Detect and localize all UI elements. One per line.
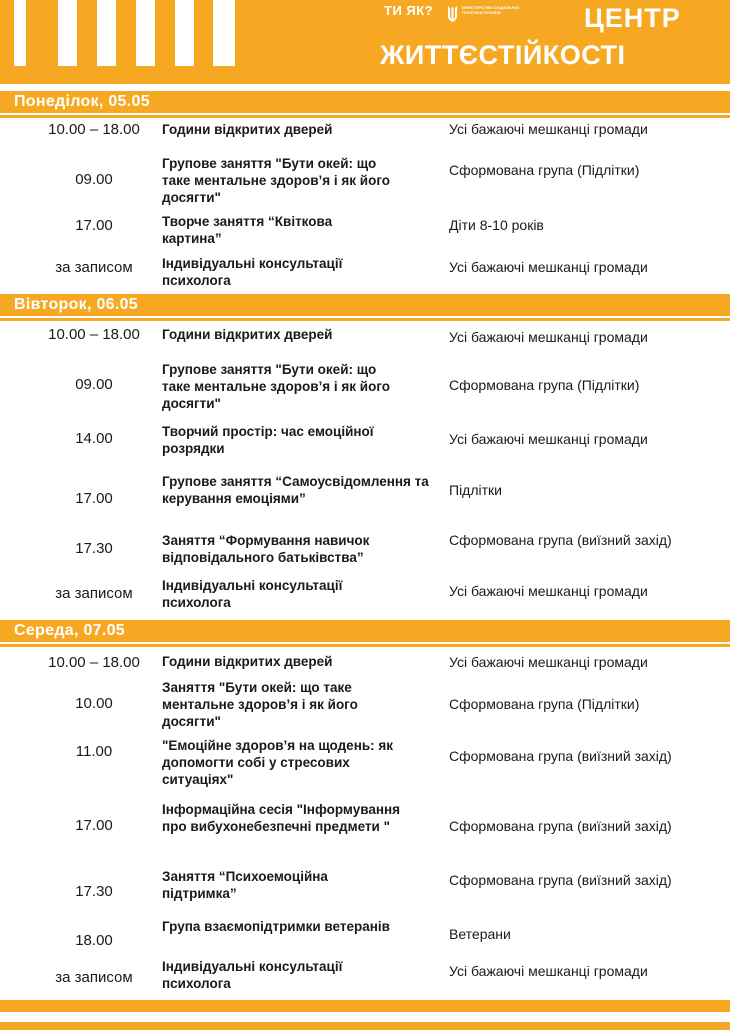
footer-bar (0, 1000, 730, 1012)
event-time: 11.00 (75, 743, 113, 760)
event-time: 18.00 (75, 932, 113, 949)
event-time: 09.00 (75, 376, 113, 393)
event-title: Творчий простір: час емоційної розрядки (162, 424, 374, 456)
event-title: Заняття "Бути окей: що таке ментальне здоров’я і як його досягти" (162, 680, 358, 729)
event-audience: Підлітки (449, 482, 502, 498)
day-label: Вівторок, 06.05 (14, 296, 139, 313)
event-time: 17.30 (75, 540, 113, 557)
event-audience: Сформована група (Підлітки) (449, 162, 640, 178)
event-title: Групове заняття “Самоусвідомлення та керування емоціями” (162, 474, 429, 506)
event-title: Години відкритих дверей (162, 327, 333, 342)
event-time: 10.00 – 18.00 (48, 654, 140, 671)
event-time: 10.00 – 18.00 (48, 326, 140, 343)
event-title: Групове заняття "Бути окей: що таке ментальне здоров’я і як його досягти" (162, 156, 391, 205)
event-title: Заняття “Психоемоційна підтримка” (162, 869, 328, 901)
event-title: Години відкритих дверей (162, 122, 333, 137)
event-time: 17.00 (75, 490, 113, 507)
decorative-stripe (213, 0, 235, 66)
event-audience: Усі бажаючі мешканці громади (449, 259, 648, 275)
event-title: "Емоційне здоров’я на щодень: як допомогти собі у стресових ситуаціях" (162, 738, 394, 787)
event-title: Години відкритих дверей (162, 654, 333, 669)
brand-title-line1: ЦЕНТР (584, 3, 681, 33)
decorative-stripe (136, 0, 155, 66)
divider (0, 644, 730, 647)
day-label: Понеділок, 05.05 (14, 93, 150, 110)
event-time: 17.00 (75, 817, 113, 834)
event-time: 17.30 (75, 883, 113, 900)
event-time: 14.00 (75, 430, 113, 447)
decorative-stripe (97, 0, 116, 66)
event-audience: Сформована група (виїзний захід) (449, 872, 672, 888)
event-audience: Діти 8-10 років (449, 217, 544, 233)
brand-title-line2: ЖИТТЄСТІЙКОСТІ (380, 40, 626, 70)
trident-icon (447, 5, 458, 23)
event-title: Інформаційна сесія "Інформування про вибухонебезпечні предмети " (162, 802, 401, 834)
event-audience: Усі бажаючі мешканці громади (449, 329, 648, 345)
event-audience: Усі бажаючі мешканці громади (449, 963, 648, 979)
divider (0, 318, 730, 321)
decorative-stripe (14, 0, 26, 66)
logo-tiiak: ТИ ЯК? (384, 3, 434, 18)
logo-ministry: МІНІСТЕРСТВО СОЦІАЛЬНОЇ ПОЛІТИКИ УКРАЇНИ (462, 5, 519, 15)
event-time: за записом (55, 969, 133, 986)
divider (0, 115, 730, 118)
event-time: 09.00 (75, 171, 113, 188)
event-title: Групове заняття "Бути окей: що таке ментальне здоров’я і як його досягти" (162, 362, 391, 411)
day-header (0, 91, 730, 113)
decorative-stripe (58, 0, 77, 66)
event-audience: Усі бажаючі мешканці громади (449, 431, 648, 447)
day-header (0, 294, 730, 316)
event-title: Індивідуальні консультації психолога (162, 256, 343, 288)
event-title: Індивідуальні консультації психолога (162, 959, 343, 991)
event-audience: Усі бажаючі мешканці громади (449, 121, 648, 137)
event-time: 10.00 – 18.00 (48, 121, 140, 138)
event-audience: Усі бажаючі мешканці громади (449, 583, 648, 599)
event-title: Творче заняття “Квіткова картина” (162, 214, 333, 246)
event-audience: Усі бажаючі мешканці громади (449, 654, 648, 670)
day-label: Середа, 07.05 (14, 622, 126, 639)
day-header (0, 620, 730, 642)
event-title: Група взаємопідтримки ветеранів (162, 919, 390, 934)
event-audience: Сформована група (виїзний захід) (449, 818, 672, 834)
page-header (0, 0, 730, 84)
event-time: за записом (55, 259, 133, 276)
partner-logos (384, 3, 520, 29)
event-audience: Сформована група (виїзний захід) (449, 532, 672, 548)
event-audience: Ветерани (449, 926, 511, 942)
event-time: за записом (55, 585, 133, 602)
event-title: Індивідуальні консультації психолога (162, 578, 343, 610)
footer-bar (0, 1022, 730, 1030)
event-audience: Сформована група (Підлітки) (449, 377, 640, 393)
event-time: 17.00 (75, 217, 113, 234)
decorative-stripe (175, 0, 194, 66)
event-audience: Сформована група (виїзний захід) (449, 748, 672, 764)
event-time: 10.00 (75, 695, 113, 712)
event-title: Заняття “Формування навичок відповідального батьківства” (162, 533, 370, 565)
event-audience: Сформована група (Підлітки) (449, 696, 640, 712)
